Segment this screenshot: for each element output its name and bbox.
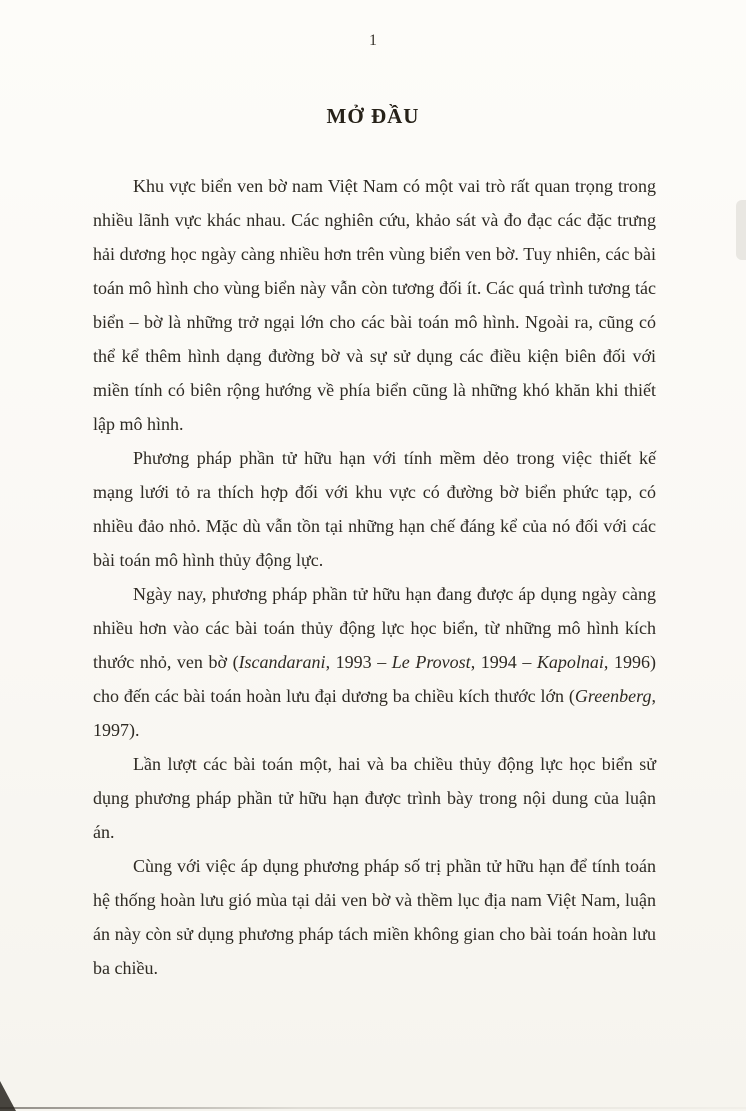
text-segment: Lần lượt các bài toán một, hai và ba chiều thủy động lực học biển sử dụng phương pháp phần tử hữu hạn được trình bày trong nội dung của luận án. — [93, 754, 656, 842]
paragraph-4 — [93, 747, 656, 849]
text-segment: Khu vực biển ven bờ nam Việt Nam có một vai trò rất quan trọng trong nhiều lãnh vực khác nhau. Các nghiên cứu, khảo sát và đo đạc các đặc trưng hải dương học ngày càng nhiều hơn trên vùng biển ven bờ. Tuy nhiên, các bài toán mô hình cho vùng biển này vẫn còn tương đối ít. Các quá trình tương tác biển – bờ là những trở ngại lớn cho các bài toán mô hình. Ngoài ra, cũng có thể kể thêm hình dạng đường bờ và sự sử dụng các điều kiện biên đối với miền tính có biên rộng hướng về phía biển cũng là những khó khăn khi thiết lập mô hình. — [93, 176, 656, 434]
citation-author: Le Provost — [391, 652, 471, 672]
citation-author: Kapolnai — [536, 652, 604, 672]
paragraph-3 — [93, 577, 656, 747]
paragraph-1 — [93, 169, 656, 441]
text-segment: Cùng với việc áp dụng phương pháp số trị phần tử hữu hạn để tính toán hệ thống hoàn lưu gió mùa tại dải ven bờ và thềm lục địa nam Việt Nam, luận án này còn sử dụng phương pháp tách miền không gian cho bài toán hoàn lưu ba chiều. — [93, 856, 656, 978]
text-segment: , 1994 – — [470, 652, 537, 672]
body-text — [93, 169, 656, 985]
scan-bottom-edge-artifact — [0, 1107, 746, 1109]
scan-corner-artifact — [0, 1081, 16, 1111]
paragraph-2 — [93, 441, 656, 577]
paragraph-5 — [93, 849, 656, 985]
citation-author: Iscandarani — [238, 652, 326, 672]
page-number: 1 — [369, 32, 377, 49]
text-segment: , 1996) cho đến các bài toán hoàn lưu đại dương ba chiều kích thước lớn ( — [93, 652, 656, 706]
page-title: MỞ ĐẦU — [326, 104, 420, 128]
citation-author: Greenberg — [574, 686, 652, 706]
text-segment: Phương pháp phần tử hữu hạn với tính mềm dẻo trong việc thiết kế mạng lưới tỏ ra thích hợp đối với khu vực có đường bờ biển phức tạp, có nhiều đảo nhỏ. Mặc dù vẫn tồn tại những hạn chế đáng kể của nó đối với các bài toán mô hình thủy động lực. — [93, 448, 656, 570]
scan-smudge-artifact — [736, 200, 746, 260]
text-segment: , 1997). — [93, 686, 656, 740]
text-segment: , 1993 – — [325, 652, 392, 672]
text-segment: Ngày nay, phương pháp phần tử hữu hạn đang được áp dụng ngày càng nhiều hơn vào các bài toán thủy động lực học biển, từ những mô hình kích thước nhỏ, ven bờ ( — [93, 584, 656, 672]
